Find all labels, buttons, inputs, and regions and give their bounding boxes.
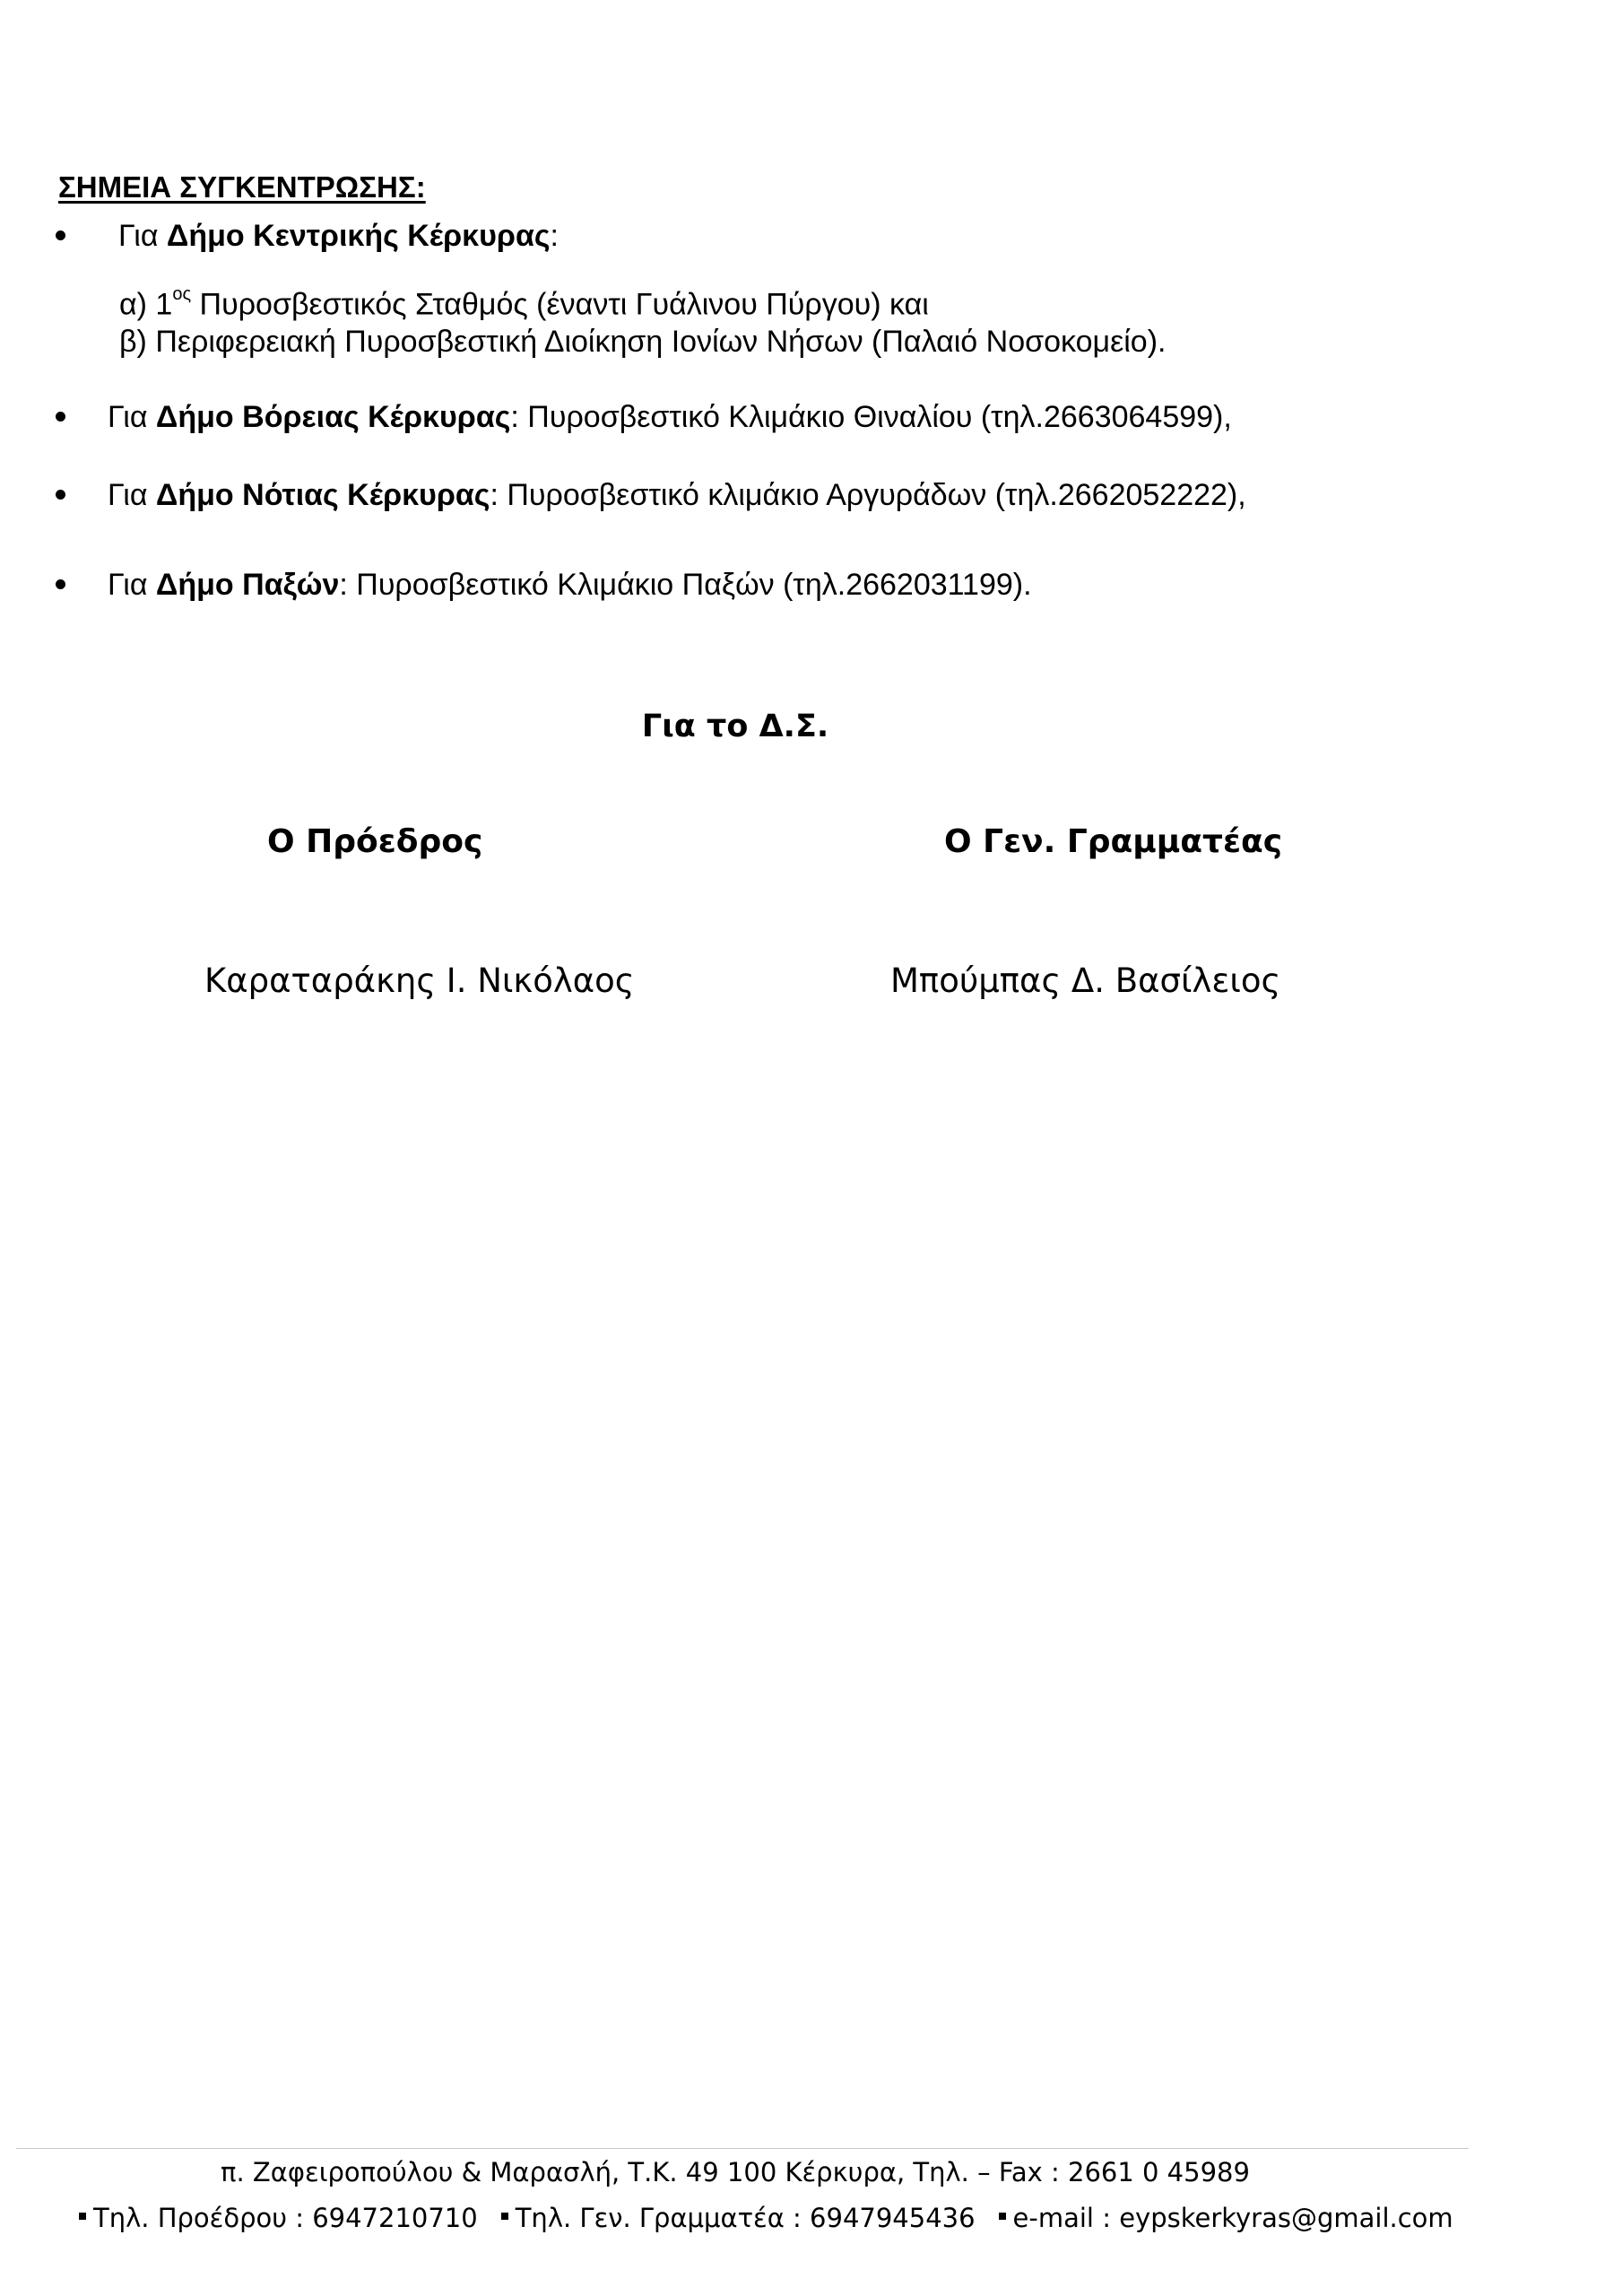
square-bullet-icon [501,2213,508,2220]
list-item-text [118,221,559,251]
list-item-detail: : Πυροσβεστικό Κλιμάκιο Θιναλίου (τηλ.2663064599), [510,400,1232,434]
municipality-name: Δήμο Παξών [155,568,340,602]
email-address[interactable]: e-mail : eypskerkyras@gmail.com [1012,2203,1453,2233]
list-item-detail: : Πυροσβεστικό κλιμάκιο Αργυράδων (τηλ.2662052222), [490,478,1246,512]
secretary-title: Ο Γεν. Γραμματέας [944,823,1283,860]
footer-contacts [79,2203,1453,2233]
footer-divider [16,2148,1469,2149]
sub-item-a [119,284,929,322]
list-item-prefix: Για [108,400,156,434]
list-item-prefix: Για [118,219,167,253]
bullet-icon [56,490,65,500]
footer-address: π. Ζαφειροπούλου & Μαρασλή, Τ.Κ. 49 100 Κέρκυρα, Τηλ. – Fax : 2661 0 45989 [221,2157,1250,2187]
municipality-name: Δήμο Βόρειας Κέρκυρας [155,400,511,434]
municipality-name: Δήμο Κεντρικής Κέρκυρας [166,219,551,253]
sub-item-a-text: Πυροσβεστικός Σταθμός (έναντι Γυάλινου Πύργου) και [191,287,929,322]
section-heading: ΣΗΜΕΙΑ ΣΥΓΚΕΝΤΡΩΣΗΣ: [58,170,426,204]
ordinal-suffix: ος [172,284,192,304]
list-item-text [108,480,1246,510]
board-heading: Για το Δ.Σ. [641,709,829,744]
bullet-icon [56,412,65,422]
list-item-text [108,570,1032,600]
president-title: Ο Πρόεδρος [267,823,483,860]
list-item-north-corfu [56,400,1232,434]
list-item-central-corfu [56,219,559,253]
secretary-name: Μπούμπας Δ. Βασίλειος [890,961,1281,1000]
bullet-icon [56,579,65,589]
list-item-prefix: Για [108,568,156,602]
sub-item-a-prefix: α) 1 [119,287,173,322]
list-item-south-corfu [56,478,1246,512]
bullet-icon [56,230,65,240]
president-phone: Τηλ. Προέδρου : 6947210710 [93,2203,478,2233]
list-item-text [108,402,1232,432]
square-bullet-icon [999,2213,1006,2220]
list-item-detail: : Πυροσβεστικό Κλιμάκιο Παξών (τηλ.2662031199). [339,568,1032,602]
list-item-prefix: Για [108,478,156,512]
square-bullet-icon [79,2213,86,2220]
municipality-name: Δήμο Νότιας Κέρκυρας [155,478,490,512]
list-item-suffix: : [550,219,559,253]
sub-item-b: β) Περιφερειακή Πυροσβεστική Διοίκηση Ιονίων Νήσων (Παλαιό Νοσοκομείο). [119,325,1167,359]
president-name: Καραταράκης Ι. Νικόλαος [204,961,635,1000]
secretary-phone: Τηλ. Γεν. Γραμματέα : 6947945436 [515,2203,976,2233]
list-item-paxoi [56,568,1032,602]
